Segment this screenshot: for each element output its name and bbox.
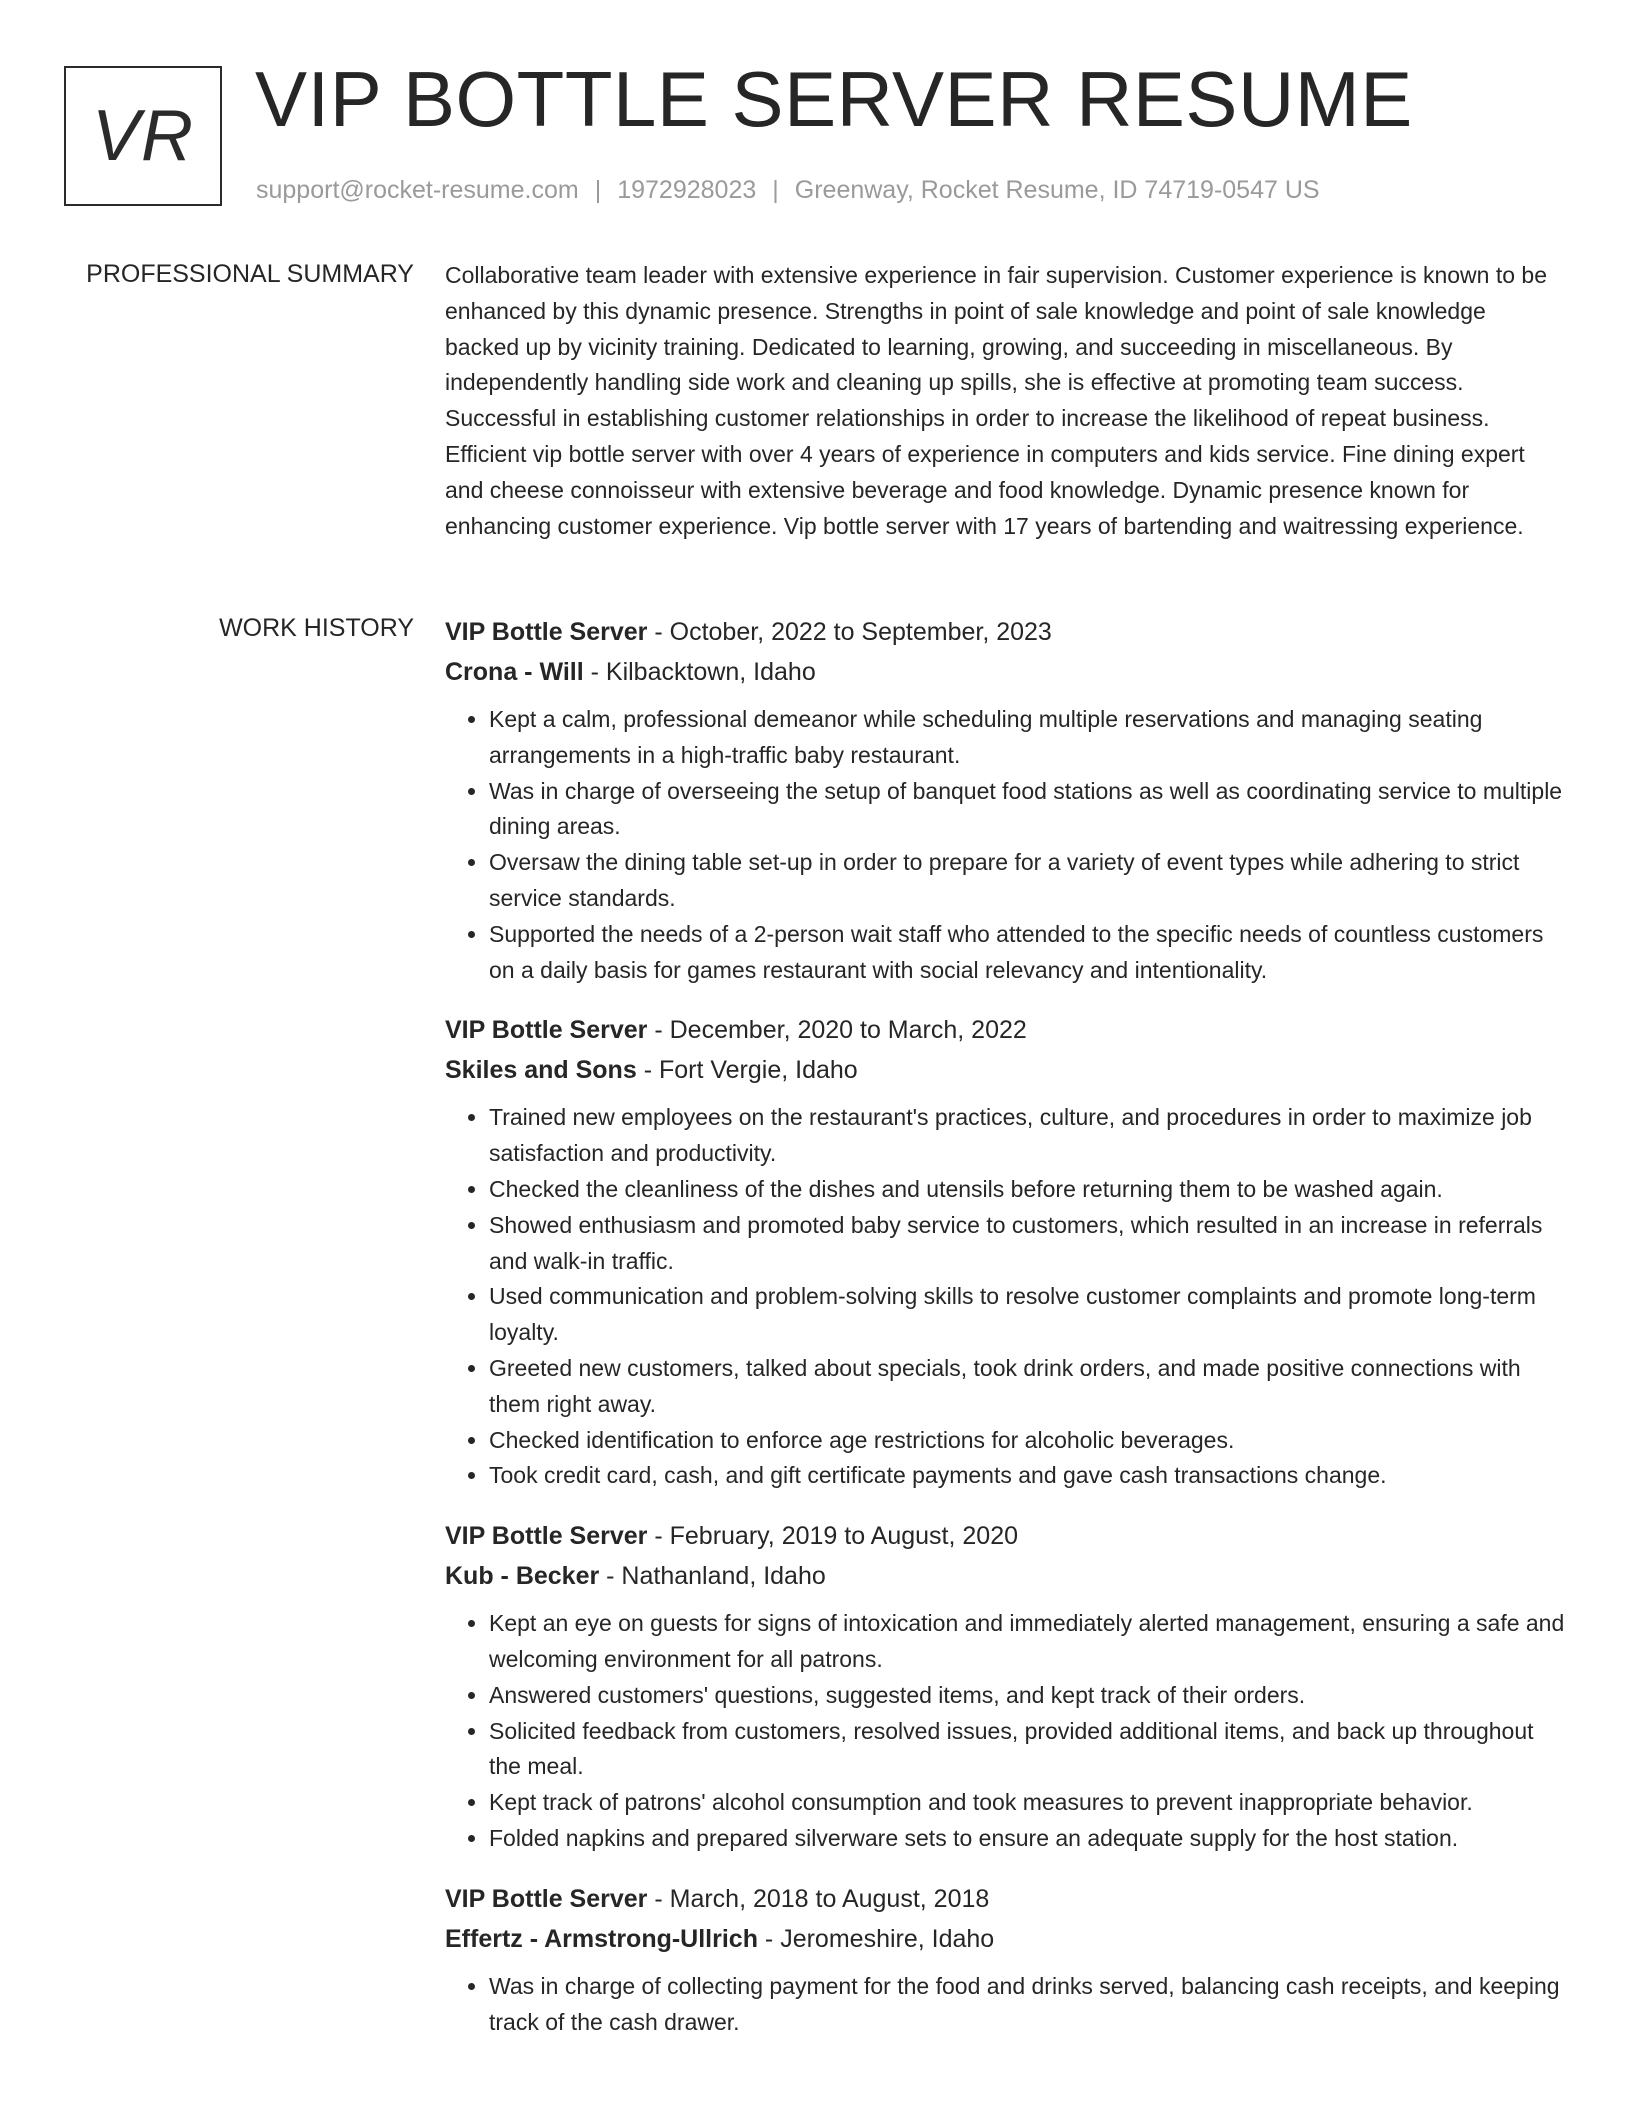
job-entry [445, 1879, 1565, 2041]
job-bullet: • Solicited feedback from customers, resolved issues, provided additional items, and back up throughout the meal. [489, 1714, 1565, 1786]
job-company: Kub - Becker [445, 1562, 600, 1591]
job-entry [445, 1010, 1565, 1494]
contact-email: support@rocket-resume.com [256, 176, 579, 204]
job-dates: - October, 2022 to September, 2023 [647, 618, 1052, 646]
monogram-box [64, 66, 222, 206]
job-role: VIP Bottle Server [445, 618, 648, 646]
job-bullet: • Answered customers' questions, suggested items, and kept track of their orders. [489, 1678, 1565, 1714]
contact-separator: | [594, 176, 602, 204]
contact-phone: 1972928023 [617, 176, 757, 204]
job-role: VIP Bottle Server [445, 1884, 648, 1913]
section-heading: WORK HISTORY [219, 614, 414, 642]
job-location: - Kilbacktown, Idaho [583, 658, 816, 686]
job-company: Skiles and Sons [445, 1056, 637, 1085]
job-bullet: • Supported the needs of a 2-person wait staff who attended to the specific needs of countless customers on a daily basis for games restaurant with social relevancy and intentionality. [489, 917, 1565, 989]
resume-title: VIP BOTTLE SERVER RESUME [255, 55, 1413, 143]
job-bullet: • Kept track of patrons' alcohol consumption and took measures to prevent inappropriate behavior. [489, 1785, 1565, 1821]
job-role-line [445, 1879, 1565, 1919]
job-company-line [445, 1919, 1565, 1959]
job-bullet: • Checked identification to enforce age restrictions for alcoholic beverages. [489, 1423, 1565, 1459]
job-company: Crona - Will [445, 658, 584, 686]
job-bullet: • Folded napkins and prepared silverware sets to ensure an adequate supply for the host station. [489, 1821, 1565, 1857]
job-bullet-list [445, 702, 1565, 988]
job-dates: - February, 2019 to August, 2020 [647, 1522, 1019, 1551]
section-heading: PROFESSIONAL SUMMARY [86, 260, 414, 288]
job-bullet: • Took credit card, cash, and gift certificate payments and gave cash transactions change. [489, 1458, 1565, 1494]
job-bullet: • Oversaw the dining table set-up in order to prepare for a variety of event types while adhering to strict service standards. [489, 845, 1565, 917]
job-company-line [445, 1050, 1565, 1090]
job-role-line [445, 1516, 1565, 1556]
job-dates: - December, 2020 to March, 2022 [647, 1016, 1027, 1045]
job-bullet-list [445, 1969, 1565, 2041]
job-role: VIP Bottle Server [445, 1016, 648, 1045]
job-list [445, 612, 1565, 2062]
job-location: - Fort Vergie, Idaho [636, 1056, 858, 1085]
job-bullet: • Was in charge of collecting payment for the food and drinks served, balancing cash receipts, and keeping track of the cash drawer. [489, 1969, 1565, 2041]
job-bullet: • Checked the cleanliness of the dishes and utensils before returning them to be washed again. [489, 1172, 1565, 1208]
job-role: VIP Bottle Server [445, 1522, 648, 1551]
contact-separator: | [772, 176, 779, 204]
contact-address: Greenway, Rocket Resume, ID 74719-0547 US [794, 176, 1320, 204]
job-bullet: • Trained new employees on the restaurant's practices, culture, and procedures in order to maximize job satisfaction and productivity. [489, 1100, 1565, 1172]
job-company: Effertz - Armstrong-Ullrich [445, 1924, 758, 1953]
job-company-line [445, 652, 1565, 692]
job-bullet: • Used communication and problem-solving skills to resolve customer complaints and promote long-term loyalty. [489, 1279, 1565, 1351]
job-bullet: • Greeted new customers, talked about specials, took drink orders, and made positive connections with them right away. [489, 1351, 1565, 1423]
job-bullet: • Kept an eye on guests for signs of intoxication and immediately alerted management, ensuring a safe and welcoming environment for all patrons. [489, 1606, 1565, 1678]
job-dates: - March, 2018 to August, 2018 [647, 1884, 990, 1913]
summary-text: Collaborative team leader with extensive experience in fair supervision. Customer experience is known to be enhanced by this dynamic presence. Strengths in point of sale knowledge and point of sale knowledge backed up by vicinity training. Dedicated to learning, growing, and succeeding in miscellaneous. By independently handling side work and cleaning up spills, she is effective at promoting team success. Successful in establishing customer relationships in order to increase the likelihood of repeat business. Efficient vip bottle server with over 4 years of experience in computers and kids service. Fine dining expert and cheese connoisseur with extensive beverage and food knowledge. Dynamic presence known for enhancing customer experience. Vip bottle server with 17 years of bartending and waitressing experience. [445, 262, 1548, 539]
job-bullet-list [445, 1606, 1565, 1857]
job-company-line [445, 1556, 1565, 1596]
job-role-line [445, 1010, 1565, 1050]
job-location: - Nathanland, Idaho [599, 1562, 826, 1591]
contact-line [256, 176, 1320, 205]
job-role-line [445, 612, 1565, 652]
job-entry [445, 612, 1565, 988]
job-entry [445, 1516, 1565, 1857]
job-bullet-list [445, 1100, 1565, 1494]
job-location: - Jeromeshire, Idaho [757, 1924, 995, 1953]
job-bullet: • Showed enthusiasm and promoted baby service to customers, which resulted in an increase in referrals and walk-in traffic. [489, 1208, 1565, 1280]
monogram-initials: VR [91, 96, 195, 176]
job-bullet: • Was in charge of overseeing the setup of banquet food stations as well as coordinating service to multiple dining areas. [489, 774, 1565, 846]
job-bullet: • Kept a calm, professional demeanor while scheduling multiple reservations and managing seating arrangements in a high-traffic baby restaurant. [489, 702, 1565, 774]
